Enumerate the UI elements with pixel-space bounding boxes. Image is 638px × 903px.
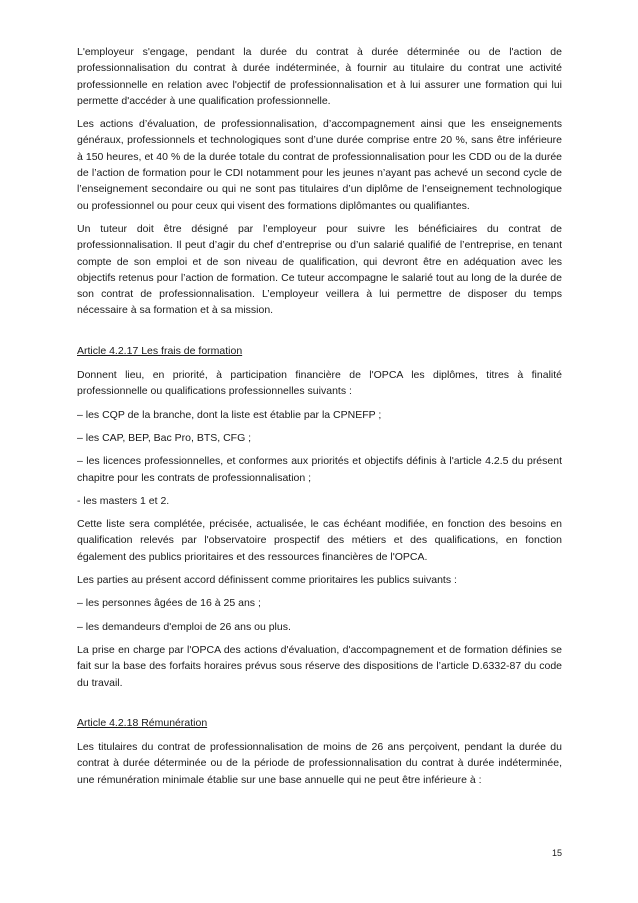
- paragraph-employer-commitment: L'employeur s'engage, pendant la durée du contrat à durée déterminée ou de l'action de professionnalisation du contrat à durée indéterminée, à fournir au titulaire du contrat une activité professionnelle en relation avec l'objectif de professionnalisation et à lui assurer une formation qui lui permette d'accéder à une qualification professionnelle.: [77, 46, 562, 107]
- paragraph-priority-publics: Les parties au présent accord définissent comme prioritaires les publics suivants :: [77, 574, 457, 587]
- article-4-2-17-heading: Article 4.2.17 Les frais de formation: [77, 344, 243, 357]
- section-spacer: [77, 326, 562, 343]
- article-4-2-18-heading: Article 4.2.18 Rémunération: [77, 716, 208, 729]
- paragraph-remuneration: Les titulaires du contrat de professionnalisation de moins de 26 ans perçoivent, pendant la durée du contrat à durée déterminée ou de la période de professionnalisation du contrat à durée indéterminée, une rémunération minimale établie sur une base annuelle qui ne peut être inférieure à :: [77, 741, 562, 786]
- paragraph-training-duration: Les actions d’évaluation, de professionnalisation, d’accompagnement ainsi que les enseignements généraux, professionnels et technologiques sont d’une durée comprise entre 20 %, sans être inférieure à 150 heures, et 40 % de la durée totale du contrat de professionnalisation pour les CDD ou de la durée de l’action de formation pour le CDI notamment pour les jeunes n’ayant pas achevé un second cycle de l’enseignement secondaire ou qui ne sont pas titulaires d’un diplôme de l’enseignement technologique ou professionnel ou pour ceux qui visent des formations diplômantes ou qualifiantes.: [77, 118, 562, 212]
- list-item-licences: – les licences professionnelles, et conformes aux priorités et objectifs définis à l'article 4.2.5 du présent chapitre pour les contrats de professionnalisation ;: [77, 455, 562, 484]
- page-body: [77, 44, 562, 795]
- list-item-job-seekers: – les demandeurs d'emploi de 26 ans ou plus.: [77, 620, 291, 633]
- paragraph-opca-funding: La prise en charge par l'OPCA des actions d'évaluation, d'accompagnement et de formation définies se fait sur la base des forfaits horaires prévus sous réserve des dispositions de l’article D.6332-87 du code du travail.: [77, 643, 562, 689]
- paragraph-tutor: Un tuteur doit être désigné par l’employeur pour suivre les bénéficiaires du contrat de professionnalisation. Il peut d’agir du chef d’entreprise ou d’un salarié qualifié de l’entreprise, en tenant compte de son emploi et de son niveau de qualification, qui devront être en adéquation avec les objectifs retenus pour l’action de formation. Ce tuteur accompagne le salarié tout au long de la durée de son contrat de professionnalisation. L’employeur veillera à lui permettre de disposer du temps nécessaire à sa formation et à sa mission.: [77, 222, 562, 317]
- list-item-diplomas: – les CAP, BEP, Bac Pro, BTS, CFG ;: [77, 431, 252, 444]
- list-item-young-people: – les personnes âgées de 16 à 25 ans ;: [77, 597, 261, 610]
- paragraph-financing-priority: Donnent lieu, en priorité, à participation financière de l'OPCA les diplômes, titres à finalité professionnelle ou qualifications professionnelles suivants :: [77, 369, 562, 398]
- section-spacer: [77, 698, 562, 715]
- paragraph-list-update: Cette liste sera complétée, précisée, actualisée, le cas échéant modifiée, en fonction des besoins en qualification relevés par l'observatoire prospectif des métiers et des qualifications, en fonction également des publics prioritaires et des ressources financières de l'OPCA.: [77, 518, 562, 563]
- page-number: 15: [551, 848, 562, 858]
- list-item-masters: - les masters 1 et 2.: [77, 494, 170, 507]
- list-item-cqp: – les CQP de la branche, dont la liste est établie par la CPNEFP ;: [77, 408, 382, 421]
